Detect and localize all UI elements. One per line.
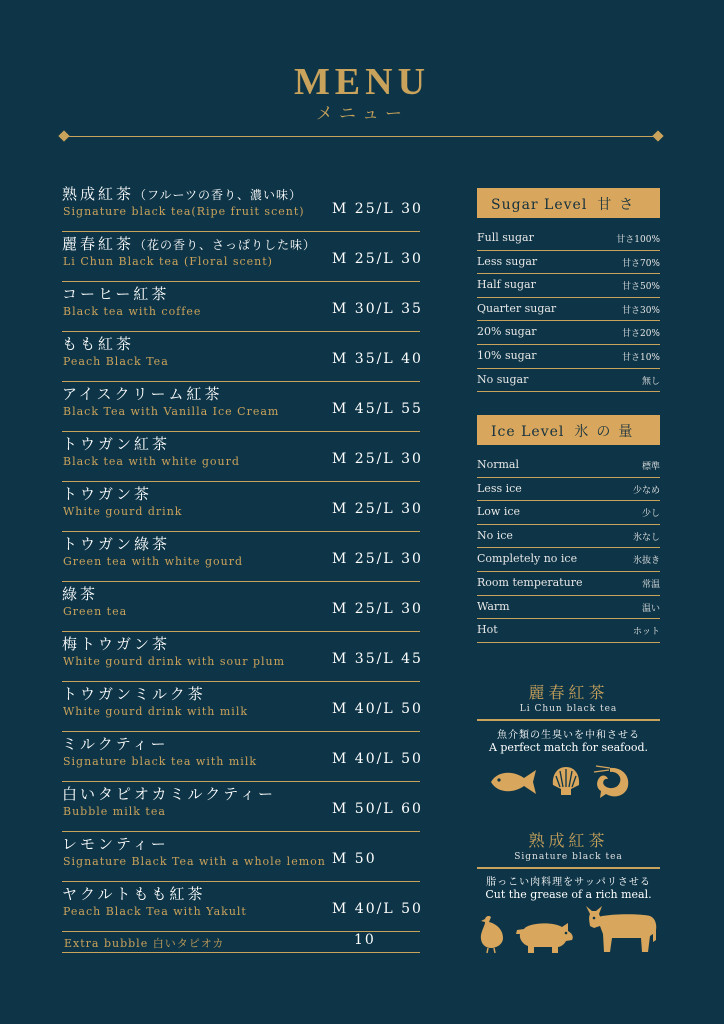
menu-item-name: トウガン茶 (62, 485, 153, 503)
sugar-level-option (477, 298, 660, 322)
menu-item-english: White gourd drink with milk (63, 705, 249, 718)
pairing-description-jp: 魚介類の生臭いを中和させる (497, 730, 640, 741)
sugar-level-en: 10% sugar (477, 348, 537, 362)
ice-level-title-jp: 氷の量 (574, 424, 641, 440)
sugar-level-option (477, 345, 660, 369)
menu-item (62, 382, 423, 432)
ice-level-jp: 常温 (641, 579, 660, 590)
sugar-level-title: Sugar Level (491, 197, 588, 213)
ice-level-option (477, 572, 660, 596)
ice-level-en: Hot (477, 623, 498, 637)
pairing-description-en: Cut the grease of a rich meal. (485, 888, 652, 901)
ice-level-list (477, 454, 660, 643)
menu-item-english: Signature black tea with milk (63, 755, 257, 768)
sugar-level-option (477, 274, 660, 298)
sugar-level-jp: 甘さ100% (616, 235, 660, 245)
menu-item (62, 532, 423, 582)
pairing-title: 麗春紅茶 (528, 683, 609, 702)
sugar-level-jp: 甘さ50% (621, 282, 660, 293)
ice-level-en: Less ice (477, 481, 522, 495)
menu-item-price: M 25/L 30 (332, 501, 423, 517)
menu-item-english: White gourd drink (63, 505, 183, 518)
menu-item-price: M 45/L 55 (332, 401, 423, 417)
ice-level-option (477, 619, 660, 643)
ice-level-option (477, 478, 660, 502)
menu-item-english: Black Tea with Vanilla Ice Cream (63, 405, 280, 418)
ice-level-jp: 温い (641, 603, 660, 614)
ice-level-option (477, 548, 660, 572)
menu-item (62, 782, 423, 832)
sugar-level-list (477, 227, 660, 392)
menu-item-english: Signature Black Tea with a whole lemon (63, 855, 326, 868)
ice-level-en: Normal (477, 458, 520, 471)
menu-item (62, 582, 423, 632)
sugar-level-en: Less sugar (477, 254, 538, 268)
menu-item-english: Peach Black Tea (63, 355, 169, 368)
sugar-level-en: No sugar (477, 372, 529, 386)
menu-item-note: （花の香り、さっぱりした味） (134, 238, 317, 252)
fish-icon (489, 766, 539, 798)
menu-item-english: White gourd drink with sour plum (63, 655, 286, 668)
menu-item-price: M 30/L 35 (332, 301, 423, 317)
sugar-level-title-jp: 甘さ (597, 197, 642, 213)
sugar-level-option (477, 369, 660, 393)
chicken-icon (477, 914, 505, 954)
menu-item-price: M 35/L 45 (332, 651, 423, 667)
ice-level-option (477, 454, 660, 478)
menu-item-price: M 25/L 30 (332, 601, 423, 617)
sugar-level-jp: 甘さ20% (621, 329, 660, 340)
menu-item-price: M 25/L 30 (332, 201, 423, 217)
extra-bubble-row (62, 932, 420, 953)
menu-item-price: M 50 (332, 851, 377, 867)
menu-item-name: 綠茶 (62, 585, 99, 603)
ice-level-en: Room temperature (477, 575, 583, 589)
menu-item-name: ヤクルトもも紅茶 (62, 885, 206, 903)
divider-ornament-right (652, 130, 663, 141)
ice-level-jp: 標準 (641, 462, 660, 472)
sugar-level-jp: 甘さ10% (621, 352, 660, 363)
sugar-level-option (477, 251, 660, 275)
menu-item-price: M 50/L 60 (332, 801, 423, 817)
menu-item-name: ミルクティー (62, 735, 169, 753)
ice-level-option (477, 596, 660, 620)
menu-item-name: レモンティー (62, 835, 169, 853)
menu-item-name: トウガン紅茶 (62, 435, 171, 453)
menu-item (62, 282, 423, 332)
menu-item-name: アイスクリーム紅茶 (62, 385, 223, 403)
ice-level-header (477, 415, 660, 445)
pairing-subtitle: Li Chun black tea (519, 704, 618, 714)
menu-item (62, 882, 423, 932)
menu-item-name: 梅トウガン茶 (62, 635, 171, 653)
menu-item-name: 白いタピオカミルクティー (62, 785, 277, 803)
sugar-level-jp: 甘さ30% (621, 305, 660, 316)
menu-item-name: トウガン綠茶 (62, 535, 171, 553)
menu-item-price: M 25/L 30 (332, 551, 423, 567)
pairing-description-jp: 脂っこい肉料理をサッパリさせる (486, 877, 651, 888)
pairing-title: 熟成紅茶 (528, 831, 609, 850)
menu-item-english: Peach Black Tea with Yakult (63, 905, 247, 918)
ice-level-option (477, 525, 660, 549)
menu-item-price: M 40/L 50 (332, 901, 423, 917)
ice-level-jp: 少し (641, 509, 660, 520)
pairing-divider (477, 719, 660, 721)
menu-item-name: トウガンミルク茶 (62, 685, 206, 703)
pairing-description-en: A perfect match for seafood. (488, 741, 649, 754)
ice-level-en: Warm (477, 599, 510, 613)
menu-item (62, 332, 423, 382)
cow-icon (582, 904, 660, 954)
sugar-level-header (477, 188, 660, 218)
title-divider (64, 136, 658, 137)
ice-level-en: Low ice (477, 505, 521, 519)
pairing-divider (477, 867, 660, 869)
menu-item-name: コーヒー紅茶 (62, 285, 170, 303)
menu-item (62, 832, 420, 882)
menu-item (62, 482, 423, 532)
menu-item (62, 732, 423, 782)
menu-item (62, 632, 423, 682)
menu-item-english: Signature black tea(Ripe fruit scent) (63, 205, 305, 218)
sugar-level-option (477, 227, 660, 251)
menu-item-price: M 40/L 50 (332, 751, 423, 767)
menu-item (62, 682, 423, 732)
ice-level-jp: 氷抜き (632, 556, 660, 567)
menu-item-price: M 25/L 30 (332, 251, 423, 267)
menu-item-english: Black tea with coffee (63, 305, 202, 318)
menu-item-note: （フルーツの香り、濃い味） (134, 188, 303, 202)
extra-bubble-price: 10 (354, 932, 376, 948)
ice-level-jp: ホット (632, 627, 660, 638)
ice-level-en: Completely no ice (477, 552, 578, 566)
menu-item-name: 熟成紅茶（フルーツの香り、濃い味） (62, 185, 303, 203)
ice-level-option (477, 501, 660, 525)
menu-item-english: Li Chun Black tea (Floral scent) (63, 255, 273, 268)
drink-menu-list (62, 182, 423, 932)
menu-item-price: M 40/L 50 (332, 701, 423, 717)
ice-level-en: No ice (477, 528, 513, 542)
ice-level-title: Ice Level (491, 424, 565, 440)
pig-icon (514, 917, 576, 955)
sugar-level-en: Half sugar (477, 278, 536, 292)
menu-item-name: 麗春紅茶（花の香り、さっぱりした味） (62, 235, 317, 253)
menu-item-price: M 25/L 30 (332, 451, 423, 467)
menu-item-english: Green tea with white gourd (63, 555, 244, 568)
menu-item (62, 432, 423, 482)
sugar-level-en: Quarter sugar (477, 301, 557, 315)
menu-item (62, 182, 423, 232)
menu-item-english: Green tea (63, 605, 128, 618)
sugar-level-jp: 甘さ70% (621, 258, 660, 269)
menu-subtitle: メニュー (316, 104, 408, 124)
extra-bubble-label: Extra bubble 白いタピオカ (64, 937, 225, 950)
pairing-subtitle: Signature black tea (514, 852, 623, 862)
menu-item-price: M 35/L 40 (332, 351, 423, 367)
ice-level-jp: 少なめ (632, 485, 660, 496)
menu-item-english: Bubble milk tea (63, 805, 166, 818)
sugar-level-jp: 無し (641, 376, 660, 387)
menu-item (62, 232, 423, 282)
menu-title: MENU (293, 61, 431, 103)
ice-level-jp: 氷なし (632, 532, 660, 543)
sugar-level-option (477, 321, 660, 345)
shrimp-icon (590, 764, 634, 802)
menu-item-english: Black tea with white gourd (63, 455, 240, 468)
sugar-level-en: Full sugar (477, 231, 534, 244)
menu-item-name: もも紅茶 (62, 335, 135, 353)
sugar-level-en: 20% sugar (477, 325, 537, 339)
scallop-icon (551, 765, 581, 797)
